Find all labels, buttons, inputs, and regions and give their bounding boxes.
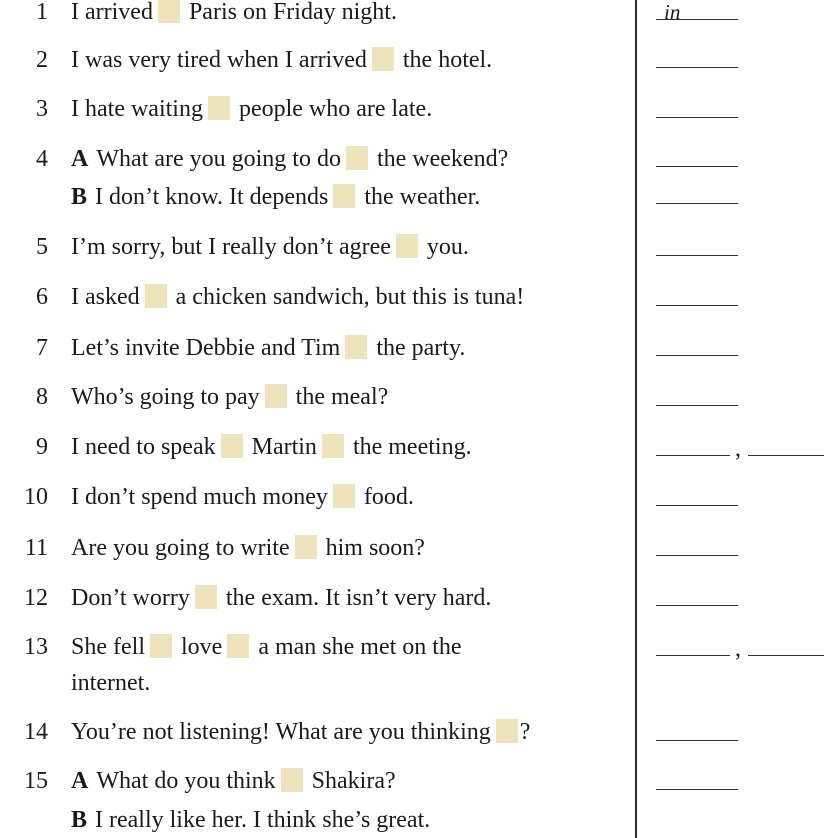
- answer-blank[interactable]: [656, 255, 738, 256]
- gap-highlight: [345, 335, 367, 359]
- gap-highlight: [496, 719, 518, 743]
- item-number: 10: [24, 484, 48, 510]
- sentence-text: food.: [363, 484, 414, 510]
- sentence-text: I really like her. I think she’s great.: [95, 807, 431, 833]
- item-number: 4: [36, 146, 48, 172]
- sentence-text: Who’s going to pay: [71, 384, 260, 410]
- answer-blank[interactable]: [656, 605, 738, 606]
- answer-blank[interactable]: [656, 555, 738, 556]
- item-number: 7: [36, 335, 48, 361]
- sentence-text: the exam. It isn’t very hard.: [225, 585, 492, 611]
- answer-blank[interactable]: [656, 455, 730, 456]
- answer-blank[interactable]: [656, 740, 738, 741]
- answer-column-divider: [635, 0, 637, 838]
- example-answer: in: [664, 0, 681, 24]
- gap-highlight: [227, 634, 249, 658]
- speaker-label: A: [71, 768, 89, 794]
- speaker-label: B: [71, 807, 88, 833]
- comma-separator: ,: [735, 636, 741, 662]
- sentence-text: I asked: [71, 284, 140, 310]
- sentence-text: What do you think: [96, 768, 276, 794]
- item-number: 9: [36, 434, 48, 460]
- gap-highlight: [333, 184, 355, 208]
- gap-highlight: [208, 96, 230, 120]
- sentence-text: Shakira?: [311, 768, 396, 794]
- answer-blank[interactable]: [656, 117, 738, 118]
- item-number: 6: [36, 284, 48, 310]
- sentence-text: I don’t spend much money: [71, 484, 328, 510]
- sentence-text: the hotel.: [402, 47, 493, 73]
- sentence-text: Let’s invite Debbie and Tim: [71, 335, 341, 361]
- answer-blank[interactable]: [656, 203, 738, 204]
- item-number: 15: [24, 768, 48, 794]
- sentence-text: the party.: [376, 335, 466, 361]
- gap-highlight: [295, 535, 317, 559]
- answer-blank[interactable]: [656, 655, 730, 656]
- item-number: 8: [36, 384, 48, 410]
- speaker-label: B: [71, 184, 88, 210]
- answer-blank[interactable]: [748, 655, 824, 656]
- sentence-text: love: [180, 634, 223, 660]
- sentence-text: She fell: [71, 634, 145, 660]
- gap-highlight: [265, 384, 287, 408]
- answer-blank[interactable]: [656, 505, 738, 506]
- answer-blank[interactable]: [656, 19, 738, 20]
- sentence-text: the meal?: [295, 384, 389, 410]
- item-number: 11: [24, 535, 48, 561]
- sentence-text: a man she met on the: [258, 634, 462, 660]
- item-number: 2: [36, 47, 48, 73]
- gap-highlight: [333, 484, 355, 508]
- sentence-text: I need to speak: [71, 434, 216, 460]
- gap-highlight: [322, 434, 344, 458]
- sentence-text: I don’t know. It depends: [95, 184, 329, 210]
- answer-blank[interactable]: [656, 789, 738, 790]
- answer-blank[interactable]: [656, 67, 738, 68]
- comma-separator: ,: [735, 436, 741, 462]
- sentence-text: Are you going to write: [71, 535, 290, 561]
- item-number: 1: [36, 0, 48, 25]
- answer-blank[interactable]: [748, 455, 824, 456]
- gap-highlight: [158, 0, 180, 23]
- gap-highlight: [150, 634, 172, 658]
- sentence-text: Martin: [251, 434, 317, 460]
- sentence-text: Paris on Friday night.: [188, 0, 397, 25]
- sentence-text: What are you going to do: [96, 146, 341, 172]
- gap-highlight: [195, 585, 217, 609]
- sentence-text: internet.: [71, 670, 151, 696]
- speaker-label: A: [71, 146, 89, 172]
- gap-highlight: [346, 146, 368, 170]
- gap-highlight: [145, 284, 167, 308]
- sentence-text: the weekend?: [376, 146, 509, 172]
- item-number: 12: [24, 585, 48, 611]
- sentence-text: I arrived: [71, 0, 153, 25]
- answer-blank[interactable]: [656, 166, 738, 167]
- sentence-text: the meeting.: [352, 434, 472, 460]
- answer-blank[interactable]: [656, 305, 738, 306]
- item-number: 3: [36, 96, 48, 122]
- sentence-text: him soon?: [325, 535, 425, 561]
- sentence-text: people who are late.: [238, 96, 433, 122]
- item-number: 5: [36, 234, 48, 260]
- item-number: 13: [24, 634, 48, 660]
- item-number: 14: [24, 719, 48, 745]
- gap-highlight: [281, 768, 303, 792]
- sentence-text: I’m sorry, but I really don’t agree: [71, 234, 391, 260]
- gap-highlight: [221, 434, 243, 458]
- sentence-text: you.: [426, 234, 469, 260]
- sentence-text: Don’t worry: [71, 585, 190, 611]
- sentence-text: I hate waiting: [71, 96, 203, 122]
- sentence-text: You’re not listening! What are you thinking: [71, 719, 491, 745]
- gap-highlight: [396, 234, 418, 258]
- sentence-text: a chicken sandwich, but this is tuna!: [175, 284, 525, 310]
- answer-blank[interactable]: [656, 355, 738, 356]
- gap-highlight: [372, 47, 394, 71]
- answer-blank[interactable]: [656, 405, 738, 406]
- sentence-text: the weather.: [364, 184, 481, 210]
- sentence-text: I was very tired when I arrived: [71, 47, 367, 73]
- sentence-text: ?: [519, 719, 531, 745]
